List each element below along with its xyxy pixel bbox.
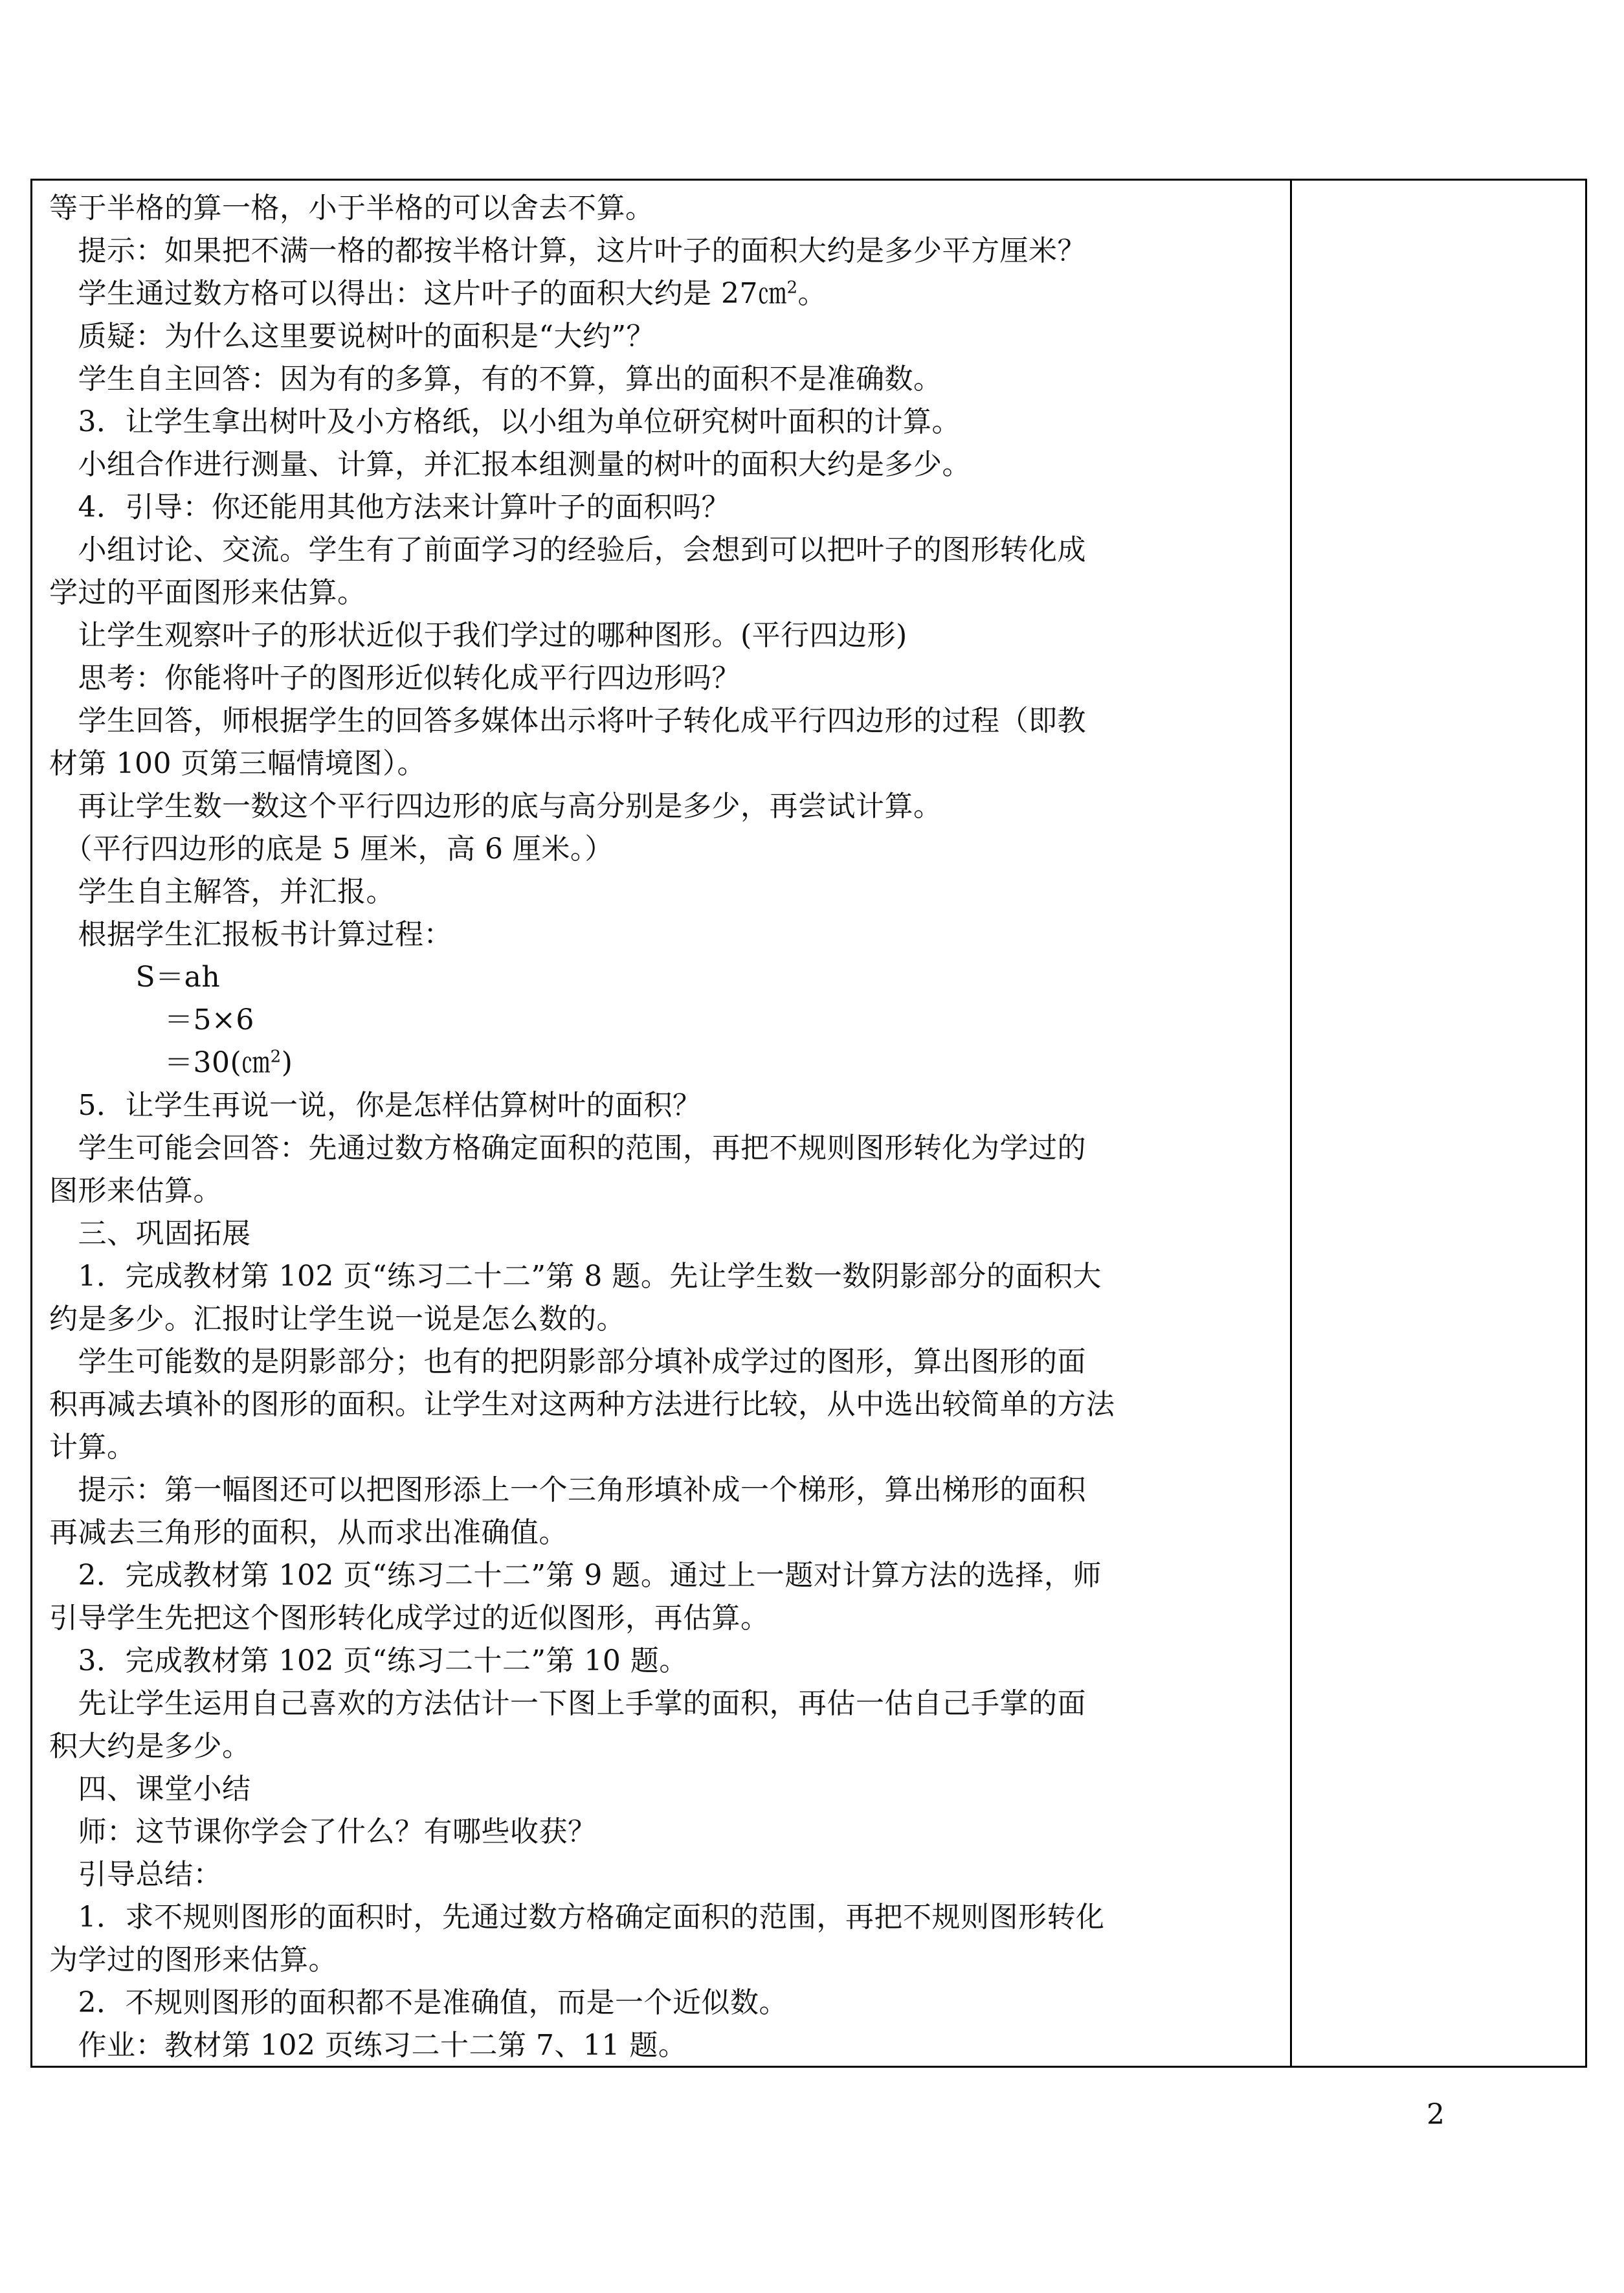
formula-line [49, 1042, 293, 1084]
text-line: 约是多少。汇报时让学生说一说是怎么数的。 [49, 1303, 625, 1336]
text-line: 先让学生运用自己喜欢的方法估计一下图上手掌的面积，再估一估自己手掌的面 [49, 1687, 1086, 1720]
text-line-main: ＝30(㎝ [49, 1046, 271, 1079]
superscript: 2 [270, 1047, 282, 1067]
text-line-tail: 。 [797, 277, 827, 310]
text-line: 师：这节课你学会了什么？有哪些收获？ [49, 1815, 597, 1848]
text-line: 3．让学生拿出树叶及小方格纸，以小组为单位研究树叶面积的计算。 [49, 405, 961, 438]
formula-line: S＝ah [49, 961, 221, 994]
text-line: 学生可能会回答：先通过数方格确定面积的范围，再把不规则图形转化为学过的 [49, 1132, 1086, 1165]
text-line: 学生自主解答，并汇报。 [49, 875, 395, 908]
text-line: 提示：第一幅图还可以把图形添上一个三角形填补成一个梯形，算出梯形的面积 [49, 1473, 1086, 1506]
text-line [49, 273, 827, 315]
text-line: 小组讨论、交流。学生有了前面学习的经验后，会想到可以把叶子的图形转化成 [49, 533, 1086, 566]
text-line: 图形来估算。 [49, 1174, 222, 1207]
lesson-table [30, 179, 1587, 2068]
text-line: 1．完成教材第 102 页“练习二十二”第 8 题。先让学生数一数阴影部分的面积大 [49, 1260, 1102, 1293]
text-line: 积大约是多少。 [49, 1730, 251, 1763]
text-line: 材第 100 页第三幅情境图）。 [49, 747, 426, 780]
section-heading: 四、课堂小结 [49, 1773, 251, 1806]
text-line: 积再减去填补的图形的面积。让学生对这两种方法进行比较，从中选出较简单的方法 [49, 1388, 1115, 1421]
text-line: （平行四边形的底是 5 厘米，高 6 厘米。） [49, 833, 614, 866]
text-line-tail: ) [281, 1046, 293, 1079]
homework-line: 作业：教材第 102 页练习二十二第 7、11 题。 [49, 2029, 687, 2062]
text-line: 小组合作进行测量、计算，并汇报本组测量的树叶的面积大约是多少。 [49, 448, 971, 481]
text-line: 思考：你能将叶子的图形近似转化成平行四边形吗？ [49, 662, 740, 695]
text-line-main: 学生通过数方格可以得出：这片叶子的面积大约是 27㎝ [49, 277, 787, 310]
text-line: 让学生观察叶子的形状近似于我们学过的哪种图形。(平行四边形) [49, 619, 907, 652]
text-line: 质疑：为什么这里要说树叶的面积是“大约”？ [49, 320, 655, 353]
text-line: 引导学生先把这个图形转化成学过的近似图形，再估算。 [49, 1602, 770, 1635]
text-line: 根据学生汇报板书计算过程： [49, 918, 452, 951]
text-line: 学生自主回答：因为有的多算，有的不算，算出的面积不是准确数。 [49, 363, 942, 396]
text-line: 1．求不规则图形的面积时，先通过数方格确定面积的范围，再把不规则图形转化 [49, 1901, 1105, 1934]
text-line: 4．引导：你还能用其他方法来计算叶子的面积吗？ [49, 491, 730, 524]
text-line: 学过的平面图形来估算。 [49, 576, 366, 609]
text-line: 3．完成教材第 102 页“练习二十二”第 10 题。 [49, 1644, 688, 1677]
notes-cell [1292, 181, 1585, 2066]
text-line: 引导总结： [49, 1858, 222, 1891]
text-line: 2．不规则图形的面积都不是准确值，而是一个近似数。 [49, 1986, 788, 2019]
section-heading: 三、巩固拓展 [49, 1217, 251, 1250]
text-line: 5．让学生再说一说，你是怎样估算树叶的面积？ [49, 1089, 702, 1122]
text-line: 2．完成教材第 102 页“练习二十二”第 9 题。通过上一题对计算方法的选择，师 [49, 1559, 1102, 1592]
text-line: 再让学生数一数这个平行四边形的底与高分别是多少，再尝试计算。 [49, 790, 942, 823]
superscript: 2 [786, 278, 798, 298]
text-line: 计算。 [49, 1431, 136, 1464]
formula-line: ＝5×6 [49, 1003, 254, 1036]
text-line: 为学过的图形来估算。 [49, 1943, 337, 1976]
text-line: 等于半格的算一格，小于半格的可以舍去不算。 [49, 192, 654, 225]
text-line: 提示：如果把不满一格的都按半格计算，这片叶子的面积大约是多少平方厘米？ [49, 234, 1086, 267]
page-number: 2 [1427, 2098, 1445, 2131]
text-line: 再减去三角形的面积，从而求出准确值。 [49, 1516, 568, 1549]
lesson-content-cell [32, 181, 1292, 2066]
text-line: 学生可能数的是阴影部分；也有的把阴影部分填补成学过的图形，算出图形的面 [49, 1345, 1086, 1378]
text-line: 学生回答，师根据学生的回答多媒体出示将叶子转化成平行四边形的过程（即教 [49, 704, 1086, 737]
